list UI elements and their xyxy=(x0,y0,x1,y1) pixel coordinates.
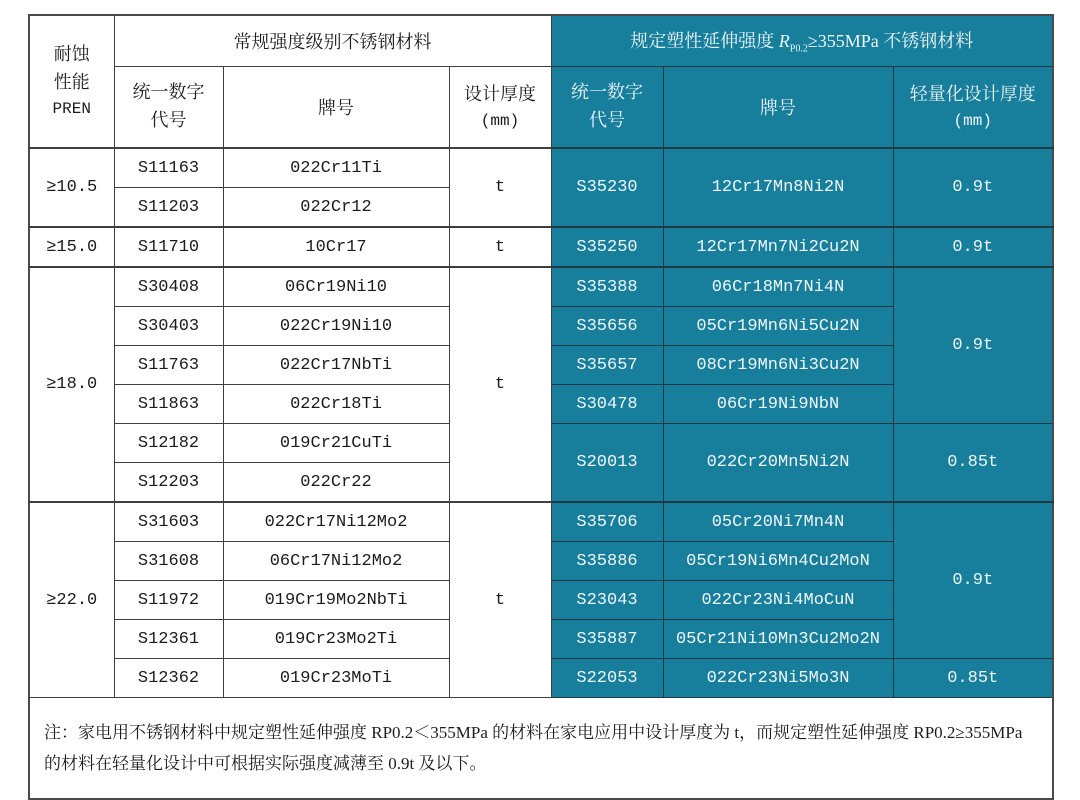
materials-table xyxy=(28,14,1054,800)
design-thickness-line1: 设计厚度 xyxy=(464,83,536,104)
design-thickness-cell: t xyxy=(449,227,551,267)
design-thickness-line2: (mm) xyxy=(480,111,520,130)
hs-title-prefix: 规定塑性延伸强度 xyxy=(630,31,779,52)
hs-code-cell: S30478 xyxy=(551,385,663,424)
pren-header xyxy=(29,15,114,148)
grade-cell: 022Cr12 xyxy=(223,188,449,228)
pren-cell: ≥15.0 xyxy=(29,227,114,267)
table-row xyxy=(29,227,1053,267)
design-thickness-cell: t xyxy=(449,148,551,227)
hs-grade-cell: 06Cr18Mn7Ni4N xyxy=(663,267,893,307)
lightweight-thickness-cell: 0.85t xyxy=(893,659,1053,698)
grade-cell: 06Cr17Ni12Mo2 xyxy=(223,542,449,581)
table-row xyxy=(29,502,1053,542)
hs-title-subscript: P0.2 xyxy=(789,43,808,55)
hs-code-cell: S35250 xyxy=(551,227,663,267)
code-cell: S11163 xyxy=(114,148,223,188)
grade-cell: 022Cr17Ni12Mo2 xyxy=(223,502,449,542)
hs-grade-cell: 05Cr20Ni7Mn4N xyxy=(663,502,893,542)
hs-grade-cell: 022Cr20Mn5Ni2N xyxy=(663,424,893,503)
hs-code-cell: S35887 xyxy=(551,620,663,659)
hs-grade-cell: 022Cr23Ni4MoCuN xyxy=(663,581,893,620)
table-row xyxy=(29,148,1053,188)
lightweight-thickness-line2: (mm) xyxy=(953,111,992,130)
hs-code-cell: S35656 xyxy=(551,307,663,346)
grade-cell: 022Cr22 xyxy=(223,463,449,503)
grade-cell: 019Cr19Mo2NbTi xyxy=(223,581,449,620)
pren-header-line1: 耐蚀 xyxy=(53,44,90,65)
code-column-header xyxy=(114,67,223,149)
hs-code-cell: S20013 xyxy=(551,424,663,503)
hs-code-cell: S35886 xyxy=(551,542,663,581)
grade-cell: 06Cr19Ni10 xyxy=(223,267,449,307)
code-cell: S11863 xyxy=(114,385,223,424)
design-thickness-column-header xyxy=(449,67,551,149)
lightweight-thickness-cell: 0.9t xyxy=(893,502,1053,659)
lightweight-thickness-cell: 0.9t xyxy=(893,227,1053,267)
code-header-line2: 代号 xyxy=(150,110,187,130)
hs-code-cell: S23043 xyxy=(551,581,663,620)
hs-code-column-header xyxy=(551,67,663,149)
hs-code-cell: S35388 xyxy=(551,267,663,307)
hs-code-header-line1: 统一数字 xyxy=(571,82,643,103)
code-cell: S12362 xyxy=(114,659,223,698)
hs-code-cell: S35706 xyxy=(551,502,663,542)
conventional-group-header: 常规强度级别不锈钢材料 xyxy=(114,15,551,67)
code-cell: S11972 xyxy=(114,581,223,620)
hs-title-suffix: ≥355MPa 不锈钢材料 xyxy=(807,31,974,52)
hs-grade-cell: 05Cr19Mn6Ni5Cu2N xyxy=(663,307,893,346)
grade-cell: 019Cr23Mo2Ti xyxy=(223,620,449,659)
lightweight-thickness-column-header xyxy=(893,67,1053,149)
grade-cell: 022Cr19Ni10 xyxy=(223,307,449,346)
code-cell: S31603 xyxy=(114,502,223,542)
code-cell: S12203 xyxy=(114,463,223,503)
grade-cell: 10Cr17 xyxy=(223,227,449,267)
hs-code-header-line2: 代号 xyxy=(589,110,625,130)
code-cell: S11710 xyxy=(114,227,223,267)
pren-header-line3: PREN xyxy=(52,99,91,118)
hs-grade-cell: 08Cr19Mn6Ni3Cu2N xyxy=(663,346,893,385)
footnote-text: 注：家电用不锈钢材料中规定塑性延伸强度 RP0.2＜355MPa 的材料在家电应用中设计厚度为 t，而规定塑性延伸强度 RP0.2≥355MPa 的材料在轻量化设计中可根据实际强度减薄至 0.9t 及以下。 xyxy=(29,698,1053,800)
code-cell: S11763 xyxy=(114,346,223,385)
grade-cell: 022Cr17NbTi xyxy=(223,346,449,385)
pren-cell: ≥18.0 xyxy=(29,267,114,502)
high-strength-group-header xyxy=(551,15,1053,67)
hs-code-cell: S22053 xyxy=(551,659,663,698)
note-row xyxy=(29,698,1053,800)
grade-cell: 022Cr11Ti xyxy=(223,148,449,188)
hs-grade-cell: 022Cr23Ni5Mo3N xyxy=(663,659,893,698)
hs-grade-cell: 12Cr17Mn7Ni2Cu2N xyxy=(663,227,893,267)
code-cell: S11203 xyxy=(114,188,223,228)
grade-cell: 019Cr23MoTi xyxy=(223,659,449,698)
lightweight-thickness-cell: 0.9t xyxy=(893,267,1053,424)
table-row xyxy=(29,267,1053,307)
code-cell: S12182 xyxy=(114,424,223,463)
grade-cell: 022Cr18Ti xyxy=(223,385,449,424)
pren-cell: ≥10.5 xyxy=(29,148,114,227)
header-row-columns xyxy=(29,67,1053,149)
pren-header-line2: 性能 xyxy=(53,72,90,93)
header-row-groups xyxy=(29,15,1053,67)
code-cell: S31608 xyxy=(114,542,223,581)
hs-grade-column-header: 牌号 xyxy=(663,67,893,149)
hs-title-r: R xyxy=(778,31,790,52)
grade-column-header: 牌号 xyxy=(223,67,449,149)
code-cell: S30408 xyxy=(114,267,223,307)
hs-grade-cell: 12Cr17Mn8Ni2N xyxy=(663,148,893,227)
hs-grade-cell: 05Cr19Ni6Mn4Cu2MoN xyxy=(663,542,893,581)
hs-grade-cell: 05Cr21Ni10Mn3Cu2Mo2N xyxy=(663,620,893,659)
lightweight-thickness-cell: 0.9t xyxy=(893,148,1053,227)
hs-code-cell: S35657 xyxy=(551,346,663,385)
lightweight-thickness-cell: 0.85t xyxy=(893,424,1053,503)
code-header-line1: 统一数字 xyxy=(132,82,205,103)
design-thickness-cell: t xyxy=(449,267,551,502)
pren-cell: ≥22.0 xyxy=(29,502,114,698)
code-cell: S12361 xyxy=(114,620,223,659)
hs-grade-cell: 06Cr19Ni9NbN xyxy=(663,385,893,424)
design-thickness-cell: t xyxy=(449,502,551,698)
lightweight-thickness-line1: 轻量化设计厚度 xyxy=(909,83,1036,104)
grade-cell: 019Cr21CuTi xyxy=(223,424,449,463)
hs-code-cell: S35230 xyxy=(551,148,663,227)
code-cell: S30403 xyxy=(114,307,223,346)
